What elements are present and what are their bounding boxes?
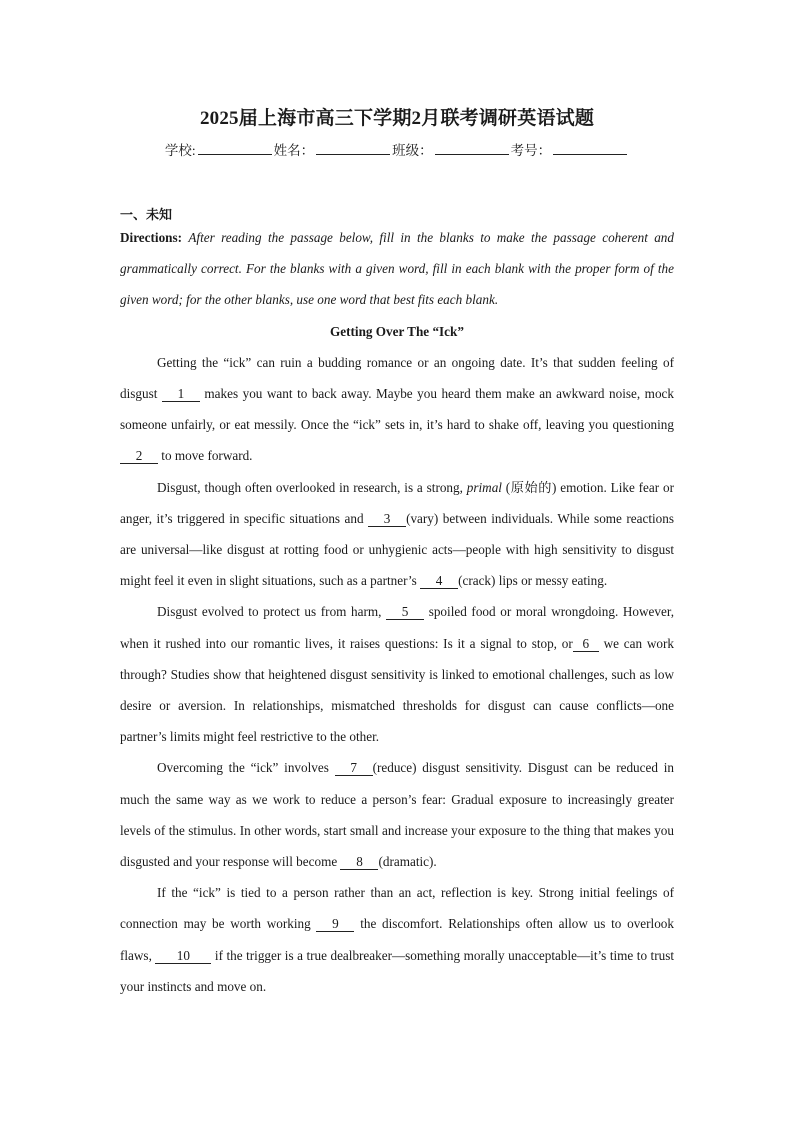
blank-3[interactable]: 3	[368, 511, 406, 527]
paragraph-text: if the trigger is a true dealbreaker—something morally unacceptable—it’s time to trust your instincts and move on.	[120, 947, 674, 994]
school-label: 学校:	[164, 143, 196, 158]
blank-10[interactable]: 10	[155, 948, 211, 964]
passage-title: Getting Over The “Ick”	[330, 323, 464, 339]
school-blank[interactable]	[198, 141, 272, 155]
paragraph-text: spoiled food or moral wrongdoing. However, when it rushed into our romantic lives, it raises questions: Is it a signal to stop, or	[120, 604, 674, 651]
paragraph-text: Getting the “ick” can ruin a budding romance or an ongoing date. It’s that sudden feeling of disgust	[120, 354, 674, 402]
paragraph-text: (crack) lips or messy eating.	[458, 573, 608, 589]
class-label: 班级：	[392, 143, 433, 158]
blank-8[interactable]: 8	[340, 854, 378, 870]
directions-text: After reading the passage below, fill in the blanks to make the passage coherent and grammatically correct. For the blanks with a given word, fill in each blank with the proper form of the given word; for the other blanks, use one word that best fits each blank.	[120, 230, 674, 308]
paragraph-text: (dramatic).	[378, 854, 437, 870]
blank-6[interactable]: 6	[573, 636, 599, 652]
exam-number-blank[interactable]	[553, 141, 627, 155]
paragraph-3	[120, 596, 674, 752]
name-label: 姓名：	[273, 143, 315, 158]
paragraph-text: Disgust, though often overlooked in research, is a strong,	[157, 479, 467, 495]
paragraph-text: If the “ick” is tied to a person rather than an act, reflection is key. Strong initial feelings of connection may be worth working	[120, 885, 674, 932]
paragraph-text: (vary) between individuals. While some reactions are universal—like disgust at rotting food or unhygienic acts—people with high sensitivity to disgust might feel it even in slight situations, such as a partner’s	[120, 510, 674, 589]
exam-number-label: 考号：	[510, 143, 552, 158]
section-heading: 一、未知	[120, 207, 173, 222]
blank-1[interactable]: 1	[162, 386, 200, 402]
blank-2[interactable]: 2	[120, 448, 158, 464]
blank-9[interactable]: 9	[316, 916, 354, 932]
paragraph-text: makes you want to back away. Maybe you heard them make an awkward noise, mock someone unfairly, or eat messily. Once the “ick” sets in, it’s hard to shake off, leaving you questioning	[120, 386, 674, 433]
paragraph-text: to move forward.	[158, 448, 253, 464]
paragraph-text: Disgust evolved to protect us from harm,	[157, 604, 387, 620]
blank-7[interactable]: 7	[335, 760, 373, 776]
exam-title: 2025届上海市高三下学期2月联考调研英语试题	[199, 108, 595, 129]
blank-4[interactable]: 4	[420, 573, 458, 589]
paragraph-4	[120, 752, 674, 877]
directions	[120, 222, 674, 316]
question-content	[120, 222, 674, 1002]
student-info-line	[0, 139, 794, 159]
class-blank[interactable]	[435, 141, 509, 155]
directions-label: Directions:	[120, 230, 183, 245]
name-blank[interactable]	[316, 141, 390, 155]
paragraph-text: Overcoming the “ick” involves	[157, 760, 335, 776]
blank-5[interactable]: 5	[386, 604, 424, 620]
paragraph-text: (原始的) emotion. Like fear or anger, it’s triggered in specific situations and	[120, 479, 674, 526]
paragraph-1	[120, 347, 674, 472]
paragraph-5	[120, 877, 674, 1002]
paragraph-text: the discomfort. Relationships often allow us to overlook flaws,	[120, 916, 674, 963]
paragraph-text: (reduce) disgust sensitivity. Disgust can be reduced in much the same way as we work to reduce a person’s fear: Gradual exposure to increasingly greater levels of the stimulus. In other words, start small and increase your exposure to the thing that makes you disgusted and your response will become	[120, 760, 674, 870]
paragraph-2	[120, 472, 674, 597]
paragraph-text: we can work through? Studies show that heightened disgust sensitivity is linked to emotional challenges, such as low desire or aversion. In relationships, mismatched thresholds for disgust can cause conflicts—one partner’s limits might feel restrictive to the other.	[120, 635, 674, 745]
italic-word: primal	[466, 479, 502, 495]
